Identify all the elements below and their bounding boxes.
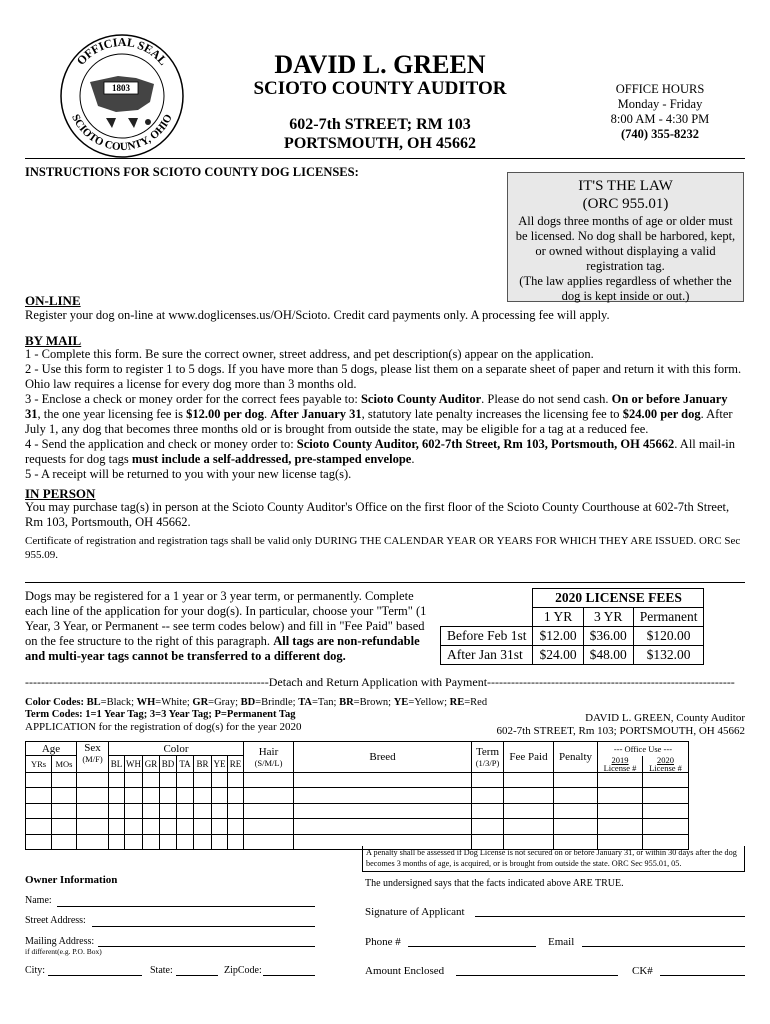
application-cell[interactable]	[143, 834, 160, 850]
fees-col-permanent: Permanent	[633, 608, 704, 627]
col-months: MOs	[52, 756, 77, 773]
mail-step-4: 4 - Send the application and check or money order to: Scioto County Auditor, 602-7th Street, Rm 103, Portsmouth, OH 45662. All mail-in requests for dog tags must include a self-addressed, pre-stamped envelope.	[25, 437, 735, 466]
owner-street-label: Street Address:	[25, 915, 86, 926]
application-cell[interactable]	[472, 819, 504, 835]
application-cell[interactable]	[77, 803, 109, 819]
application-cell[interactable]	[160, 803, 177, 819]
application-cell[interactable]	[52, 819, 77, 835]
application-cell[interactable]	[77, 834, 109, 850]
auditor-street: 602-7th STREET; RM 103	[289, 116, 471, 133]
application-row	[26, 772, 689, 788]
application-cell[interactable]	[504, 788, 554, 804]
color-name: =Red	[464, 697, 488, 708]
application-cell[interactable]	[504, 819, 554, 835]
application-cell[interactable]	[194, 834, 212, 850]
dog-application-table	[25, 741, 689, 850]
seal-text-top: OFFICIAL SEAL	[73, 34, 171, 68]
application-row	[26, 803, 689, 819]
application-cell[interactable]	[160, 772, 177, 788]
color-code: BD	[240, 697, 256, 708]
check-number-field[interactable]	[660, 975, 745, 976]
application-cell[interactable]	[472, 803, 504, 819]
law-orc: (ORC 955.01)	[582, 196, 669, 212]
amount-field[interactable]	[456, 975, 618, 976]
col-office-use: --- Office Use ---	[598, 742, 689, 756]
application-cell[interactable]	[177, 819, 194, 835]
application-cell[interactable]	[244, 803, 294, 819]
application-cell[interactable]	[554, 803, 598, 819]
color-name: =Tan;	[312, 697, 340, 708]
application-cell[interactable]	[554, 788, 598, 804]
application-cell[interactable]	[109, 788, 125, 804]
header-divider	[25, 158, 745, 159]
col-license-2020: 2020 License #	[643, 756, 689, 773]
application-cell[interactable]	[26, 788, 52, 804]
license-fees-table	[440, 588, 704, 665]
application-cell[interactable]	[109, 772, 125, 788]
color-name: =White;	[155, 697, 193, 708]
application-cell[interactable]	[143, 788, 160, 804]
fees-row: Before Feb 1st $12.00 $36.00 $120.00	[441, 627, 704, 646]
application-cell[interactable]	[52, 834, 77, 850]
color-code: RE	[449, 697, 465, 708]
col-color-re: RE	[228, 756, 244, 773]
color-name: =Gray;	[208, 697, 241, 708]
owner-zip-label: ZipCode:	[224, 965, 262, 976]
application-cell[interactable]	[52, 803, 77, 819]
owner-state-label: State:	[150, 965, 173, 976]
application-cell[interactable]	[109, 834, 125, 850]
col-color-gr: GR	[143, 756, 160, 773]
owner-mailing-hint: if different(e.g. P.O. Box)	[25, 947, 102, 956]
email-field[interactable]	[582, 946, 745, 947]
application-cell[interactable]	[109, 803, 125, 819]
auditor-office: SCIOTO COUNTY AUDITOR	[253, 78, 507, 99]
email-label: Email	[548, 936, 575, 948]
application-cell[interactable]	[212, 834, 228, 850]
application-cell[interactable]	[194, 819, 212, 835]
hours-phone: (740) 355-8232	[620, 127, 700, 141]
hours-time: 8:00 AM - 4:30 PM	[610, 112, 710, 126]
application-cell[interactable]	[472, 772, 504, 788]
owner-zip-field[interactable]	[263, 975, 315, 976]
owner-heading: Owner Information	[25, 874, 118, 886]
phone-field[interactable]	[408, 946, 536, 947]
owner-name-label: Name:	[25, 895, 52, 906]
application-cell[interactable]	[143, 772, 160, 788]
application-cell[interactable]	[294, 788, 472, 804]
application-cell[interactable]	[143, 803, 160, 819]
codes-block	[25, 697, 565, 733]
fees-col-1yr: 1 YR	[533, 608, 583, 627]
law-box	[507, 172, 744, 302]
color-name: =Brindle;	[255, 697, 299, 708]
signature-field[interactable]	[475, 916, 745, 917]
application-cell[interactable]	[228, 788, 244, 804]
col-license-2019: 2019 License #	[598, 756, 643, 773]
application-cell[interactable]	[294, 772, 472, 788]
penalty-note: A penalty shall be assessed if Dog License is not secured on or before January 31, or within 30 days after the dog becomes 3 months of age, is acquired, or is brought from outside the state. ORC Sec 955.01, 05.	[362, 846, 745, 872]
col-color-br: BR	[194, 756, 212, 773]
certificate-note: Certificate of registration and registration tags shall be valid only DURING THE CALENDAR YEAR OR YEARS FOR WHICH THEY ARE ISSUED. ORC Sec 955.09.	[25, 535, 741, 561]
application-cell[interactable]	[228, 834, 244, 850]
term-paragraph: Dogs may be registered for a 1 year or 3 year term, or permanently. Complete each line of the application for your dog(s). In particular, choose your "Term" (1 Year, 3 Year, or Permanent -- see term codes below) and fill in "Fee Paid" based on the fee structure to the right of this paragraph. All tags are non-refundable and multi-year tags cannot be transferred to a different dog.	[25, 589, 427, 663]
application-cell[interactable]	[160, 788, 177, 804]
owner-mailing-label: Mailing Address:	[25, 936, 95, 947]
application-cell[interactable]	[598, 819, 643, 835]
application-cell[interactable]	[643, 772, 689, 788]
color-code: WH	[136, 697, 156, 708]
owner-street-field[interactable]	[92, 926, 315, 927]
application-cell[interactable]	[125, 819, 143, 835]
application-cell[interactable]	[194, 803, 212, 819]
phone-label: Phone #	[365, 936, 401, 948]
application-cell[interactable]	[194, 772, 212, 788]
application-cell[interactable]	[244, 819, 294, 835]
application-cell[interactable]	[504, 803, 554, 819]
owner-city-label: City:	[25, 965, 46, 976]
term-codes: Term Codes: 1=1 Year Tag; 3=3 Year Tag; P=Permanent Tag	[25, 709, 296, 720]
application-cell[interactable]	[160, 819, 177, 835]
application-cell[interactable]	[228, 819, 244, 835]
application-cell[interactable]	[244, 772, 294, 788]
seal-year: 1803	[112, 83, 130, 93]
col-hair: Hair (S/M/L)	[244, 742, 294, 773]
person-text: You may purchase tag(s) in person at the Scioto County Auditor's Office on the first floor of the Scioto County Courthouse at 602-7th Street, Rm 103, Portsmouth, OH 45662.	[25, 500, 730, 529]
application-cell[interactable]	[143, 819, 160, 835]
color-code: TA	[298, 697, 313, 708]
color-name: =Black;	[100, 697, 137, 708]
application-cell[interactable]	[52, 772, 77, 788]
application-cell[interactable]	[643, 788, 689, 804]
application-cell[interactable]	[52, 788, 77, 804]
application-cell[interactable]	[212, 803, 228, 819]
application-cell[interactable]	[472, 788, 504, 804]
color-codes: Color Codes: BL=Black; WH=White; GR=Gray; BD=Brindle; TA=Tan; BR=Brown; YE=Yellow; RE=Red	[25, 697, 488, 708]
official-seal	[58, 32, 186, 160]
application-cell[interactable]	[26, 772, 52, 788]
application-cell[interactable]	[598, 803, 643, 819]
application-cell[interactable]	[77, 819, 109, 835]
application-cell[interactable]	[77, 772, 109, 788]
law-note: (The law applies regardless of whether the dog is kept inside or out.)	[519, 274, 732, 303]
application-cell[interactable]	[643, 819, 689, 835]
owner-city-field[interactable]	[48, 975, 142, 976]
facts-statement: The undersigned says that the facts indicated above ARE TRUE.	[365, 878, 624, 889]
application-cell[interactable]	[177, 803, 194, 819]
seal-text-bottom: SCIOTO COUNTY, OHIO	[69, 112, 175, 154]
auditor-name: DAVID L. GREEN	[274, 50, 486, 79]
law-body: All dogs three months of age or older must be licensed. No dog shall be harbored, kept, or owned without displaying a valid registration tag.	[515, 214, 736, 273]
instructions-title: INSTRUCTIONS FOR SCIOTO COUNTY DOG LICENSES:	[25, 165, 359, 179]
fees-row: After Jan 31st $24.00 $48.00 $132.00	[441, 646, 704, 665]
application-cell[interactable]	[125, 834, 143, 850]
application-cell[interactable]	[554, 772, 598, 788]
owner-state-field[interactable]	[176, 975, 218, 976]
application-cell[interactable]	[212, 772, 228, 788]
mail-step-5: 5 - A receipt will be returned to you with your new license tag(s).	[25, 467, 352, 481]
col-term: Term (1/3/P)	[472, 742, 504, 773]
color-code: BR	[339, 697, 354, 708]
application-cell[interactable]	[177, 772, 194, 788]
application-cell[interactable]	[294, 803, 472, 819]
fees-title: 2020 LICENSE FEES	[533, 589, 704, 608]
application-cell[interactable]	[177, 788, 194, 804]
hours-title: OFFICE HOURS	[615, 82, 705, 96]
color-code: YE	[393, 697, 409, 708]
col-color-ta: TA	[177, 756, 194, 773]
application-cell[interactable]	[244, 788, 294, 804]
col-color-ye: YE	[212, 756, 228, 773]
check-number-label: CK#	[632, 965, 653, 977]
owner-mailing-field[interactable]	[98, 946, 315, 947]
col-years: YRs	[26, 756, 52, 773]
application-cell[interactable]	[109, 819, 125, 835]
application-cell[interactable]	[177, 834, 194, 850]
mail-step-2: 2 - Use this form to register 1 to 5 dogs. If you have more than 5 dogs, please list them on a separate sheet of paper and return it with this form. Ohio law requires a license for every dog more than 3 months old.	[25, 362, 742, 391]
hours-days: Monday - Friday	[617, 97, 703, 111]
mail-heading: BY MAIL	[25, 333, 82, 348]
col-penalty: Penalty	[554, 742, 598, 773]
mail-instructions	[25, 347, 745, 482]
col-color-bd: BD	[160, 756, 177, 773]
application-cell[interactable]	[125, 772, 143, 788]
col-color-bl: BL	[109, 756, 125, 773]
owner-name-field[interactable]	[57, 906, 315, 907]
application-cell[interactable]	[77, 788, 109, 804]
svg-text:OFFICIAL SEAL	[74, 35, 171, 68]
application-cell[interactable]	[554, 819, 598, 835]
application-row	[26, 819, 689, 835]
application-line: APPLICATION for the registration of dog(s) for the year 2020	[25, 721, 302, 733]
person-heading: IN PERSON	[25, 486, 96, 501]
application-cell[interactable]	[504, 772, 554, 788]
application-cell[interactable]	[26, 834, 52, 850]
application-row	[26, 788, 689, 804]
application-cell[interactable]	[598, 772, 643, 788]
application-cell[interactable]	[244, 834, 294, 850]
col-age: Age	[26, 742, 77, 756]
application-cell[interactable]	[194, 788, 212, 804]
application-cell[interactable]	[228, 772, 244, 788]
application-cell[interactable]	[26, 803, 52, 819]
online-heading: ON-LINE	[25, 293, 81, 308]
fees-col-3yr: 3 YR	[583, 608, 633, 627]
office-hours	[585, 82, 735, 142]
color-code: GR	[192, 697, 209, 708]
section-divider	[25, 582, 745, 583]
law-title: IT'S THE LAW	[578, 178, 673, 194]
col-breed: Breed	[294, 742, 472, 773]
col-color-wh: WH	[125, 756, 143, 773]
application-cell[interactable]	[643, 803, 689, 819]
application-cell[interactable]	[294, 819, 472, 835]
col-sex: Sex (M/F)	[77, 742, 109, 773]
svg-text:SCIOTO COUNTY, OHIO	[69, 112, 175, 153]
application-cell[interactable]	[212, 788, 228, 804]
mail-step-3: 3 - Enclose a check or money order for the correct fees payable to: Scioto County Auditor. Please do not send cash. On or before January 31, the one year licensing fee is $12.00 per dog. After January 31, statutory late penalty increases the licensing fee to $24.00 per dog. After July 1, any dog that becomes three months old or is brought from outside the state, may be eligible for a tag at a reduced fee.	[25, 392, 733, 436]
color-name: =Brown;	[353, 697, 394, 708]
color-name: =Yellow;	[408, 697, 450, 708]
signature-label: Signature of Applicant	[365, 906, 465, 918]
mail-step-1: 1 - Complete this form. Be sure the correct owner, street address, and pet description(s) appear on the application.	[25, 347, 594, 361]
online-text: Register your dog on-line at www.doglicenses.us/OH/Scioto. Credit card payments only. A processing fee will apply.	[25, 308, 610, 322]
col-fee-paid: Fee Paid	[504, 742, 554, 773]
col-color: Color	[109, 742, 244, 756]
return-address: DAVID L. GREEN, County Auditor 602-7th STREET, Rm 103; PORTSMOUTH, OH 45662	[496, 712, 745, 737]
application-cell[interactable]	[125, 803, 143, 819]
auditor-city: PORTSMOUTH, OH 45662	[284, 135, 476, 152]
application-cell[interactable]	[598, 788, 643, 804]
color-code: BL	[86, 697, 101, 708]
application-cell[interactable]	[228, 803, 244, 819]
amount-label: Amount Enclosed	[365, 965, 445, 977]
application-cell[interactable]	[212, 819, 228, 835]
application-cell[interactable]	[160, 834, 177, 850]
application-cell[interactable]	[26, 819, 52, 835]
application-cell[interactable]	[125, 788, 143, 804]
detach-line: -------------------------------------------------------------Detach and Return Application with Payment--------------------------------------------------------------	[25, 675, 735, 689]
